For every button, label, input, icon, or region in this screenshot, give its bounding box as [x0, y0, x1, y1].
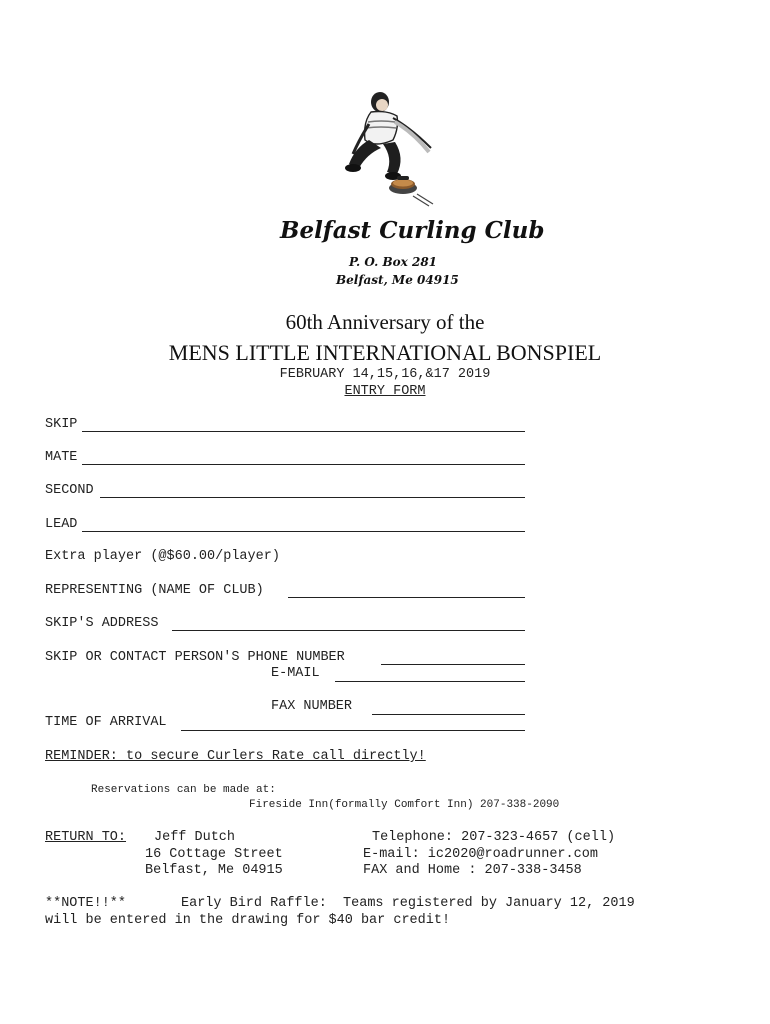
note-line1: Early Bird Raffle: Teams registered by January 12, 2019	[181, 896, 635, 911]
form-title: ENTRY FORM	[344, 384, 426, 399]
event-title: MENS LITTLE INTERNATIONAL BONSPIEL	[168, 340, 602, 365]
return-street: 16 Cottage Street	[145, 847, 283, 862]
return-to-label: RETURN TO:	[45, 830, 127, 845]
return-fax: FAX and Home : 207-338-3458	[363, 863, 582, 878]
fax-label: FAX NUMBER	[271, 699, 353, 714]
note-label: **NOTE!!**	[45, 896, 127, 911]
skip-label: SKIP	[45, 417, 78, 432]
reservations-line1: Reservations can be made at:	[91, 784, 276, 796]
email-label: E-MAIL	[271, 666, 320, 681]
arrival-line[interactable]	[181, 730, 525, 731]
return-email: E-mail: ic2020@roadrunner.com	[363, 847, 598, 862]
note-line2: will be entered in the drawing for $40 bar credit!	[45, 913, 451, 928]
curler-illustration	[335, 88, 445, 213]
po-box: P. O. Box 281	[349, 255, 438, 269]
skip-address-line[interactable]	[172, 630, 525, 631]
club-city: Belfast, Me 04915	[336, 273, 459, 287]
skip-address-label: SKIP'S ADDRESS	[45, 616, 159, 631]
mate-label: MATE	[45, 450, 78, 465]
fax-line[interactable]	[372, 714, 525, 715]
second-line[interactable]	[100, 497, 525, 498]
reservations-line2: Fireside Inn(formally Comfort Inn) 207-338-2090	[249, 799, 560, 811]
return-city: Belfast, Me 04915	[145, 863, 283, 878]
phone-line[interactable]	[381, 664, 525, 665]
mate-line[interactable]	[82, 464, 525, 465]
second-label: SECOND	[45, 483, 94, 498]
arrival-label: TIME OF ARRIVAL	[45, 715, 167, 730]
skip-line[interactable]	[82, 431, 525, 432]
representing-label: REPRESENTING (NAME OF CLUB)	[45, 583, 264, 598]
reminder-text: REMINDER: to secure Curlers Rate call directly!	[45, 749, 426, 764]
phone-label: SKIP OR CONTACT PERSON'S PHONE NUMBER	[45, 650, 345, 665]
extra-player-label: Extra player (@$60.00/player)	[45, 549, 280, 564]
email-line[interactable]	[335, 681, 525, 682]
anniversary-line: 60th Anniversary of the	[285, 310, 485, 334]
return-name: Jeff Dutch	[154, 830, 236, 845]
lead-label: LEAD	[45, 517, 78, 532]
event-dates: FEBRUARY 14,15,16,&17 2019	[279, 367, 491, 382]
return-telephone: Telephone: 207-323-4657 (cell)	[372, 830, 616, 845]
lead-line[interactable]	[82, 531, 525, 532]
club-name: Belfast Curling Club	[280, 217, 545, 244]
representing-line[interactable]	[288, 597, 525, 598]
